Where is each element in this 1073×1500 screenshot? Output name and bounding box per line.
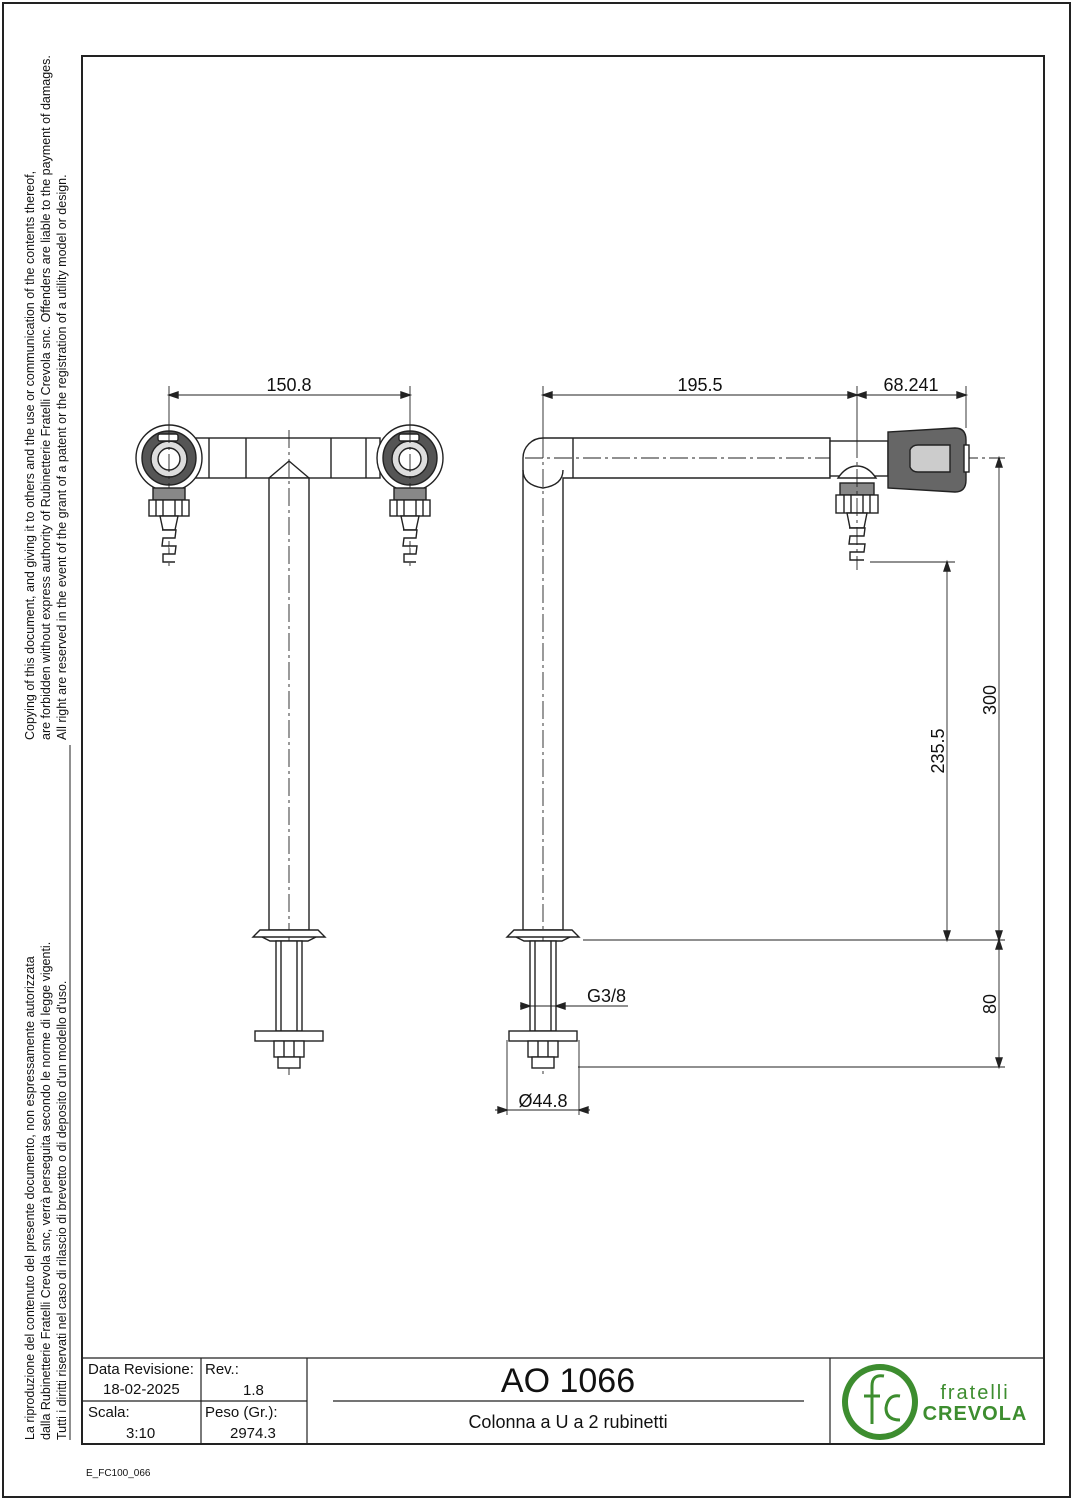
drawing-code: AO 1066 — [500, 1362, 636, 1400]
disclaimer-it-line: dalla Rubinetterie Fratelli Crevola snc, verrà perseguita secondo le norme di legge vigenti. — [39, 941, 53, 1440]
rev-label: Rev.: — [205, 1361, 239, 1378]
brand-logo — [842, 1364, 1027, 1440]
peso-label: Peso (Gr.): — [205, 1404, 278, 1421]
logo-line2: CREVOLA — [922, 1403, 1028, 1425]
dim-thread: G3/8 — [587, 986, 627, 1006]
disclaimer-en-line: Copying of this document, and giving it to others and the use or communication of the contents thereof, — [23, 170, 37, 740]
disclaimer-italian — [22, 942, 70, 1440]
disclaimer-it-line: Tutti i diritti riservati nel caso di rilascio di brevetto o di deposito d'un modello d'uso. — [55, 980, 69, 1440]
dim-side-arm: 195.5 — [677, 375, 723, 395]
data-revisione-value: 18-02-2025 — [103, 1381, 180, 1398]
scala-label: Scala: — [88, 1404, 130, 1421]
disclaimer-en-line: All right are reserved in the event of the grant of a patent or the registration of a utility model or design. — [55, 174, 69, 740]
rev-value: 1.8 — [243, 1382, 264, 1399]
dim-diameter: Ø44.8 — [518, 1091, 568, 1111]
front-view — [136, 386, 443, 1075]
disclaimer-it-line: La riproduzione del contenuto del presente documento, non espressamente autorizzata — [23, 956, 37, 1440]
dim-height-spout: 235.5 — [928, 728, 948, 774]
drawing-description: Colonna a U a 2 rubinetti — [468, 1412, 668, 1432]
logo-line1: fratelli — [940, 1382, 1010, 1404]
disclaimer-en-line: are forbidden without express authority of Rubinetterie Fratelli Crevola snc. Offenders are liable to the payment of damages. — [39, 55, 53, 740]
scala-value: 3:10 — [126, 1425, 156, 1442]
disclaimer-english — [22, 55, 70, 740]
footer-code: E_FC100_066 — [86, 1468, 151, 1479]
peso-value: 2974.3 — [230, 1425, 276, 1442]
data-revisione-label: Data Revisione: — [88, 1361, 194, 1378]
dim-front-width: 150.8 — [266, 375, 312, 395]
dim-side-knob: 68.241 — [883, 375, 939, 395]
dim-height-total: 300 — [980, 684, 1000, 716]
dim-thread-length: 80 — [980, 993, 1000, 1015]
